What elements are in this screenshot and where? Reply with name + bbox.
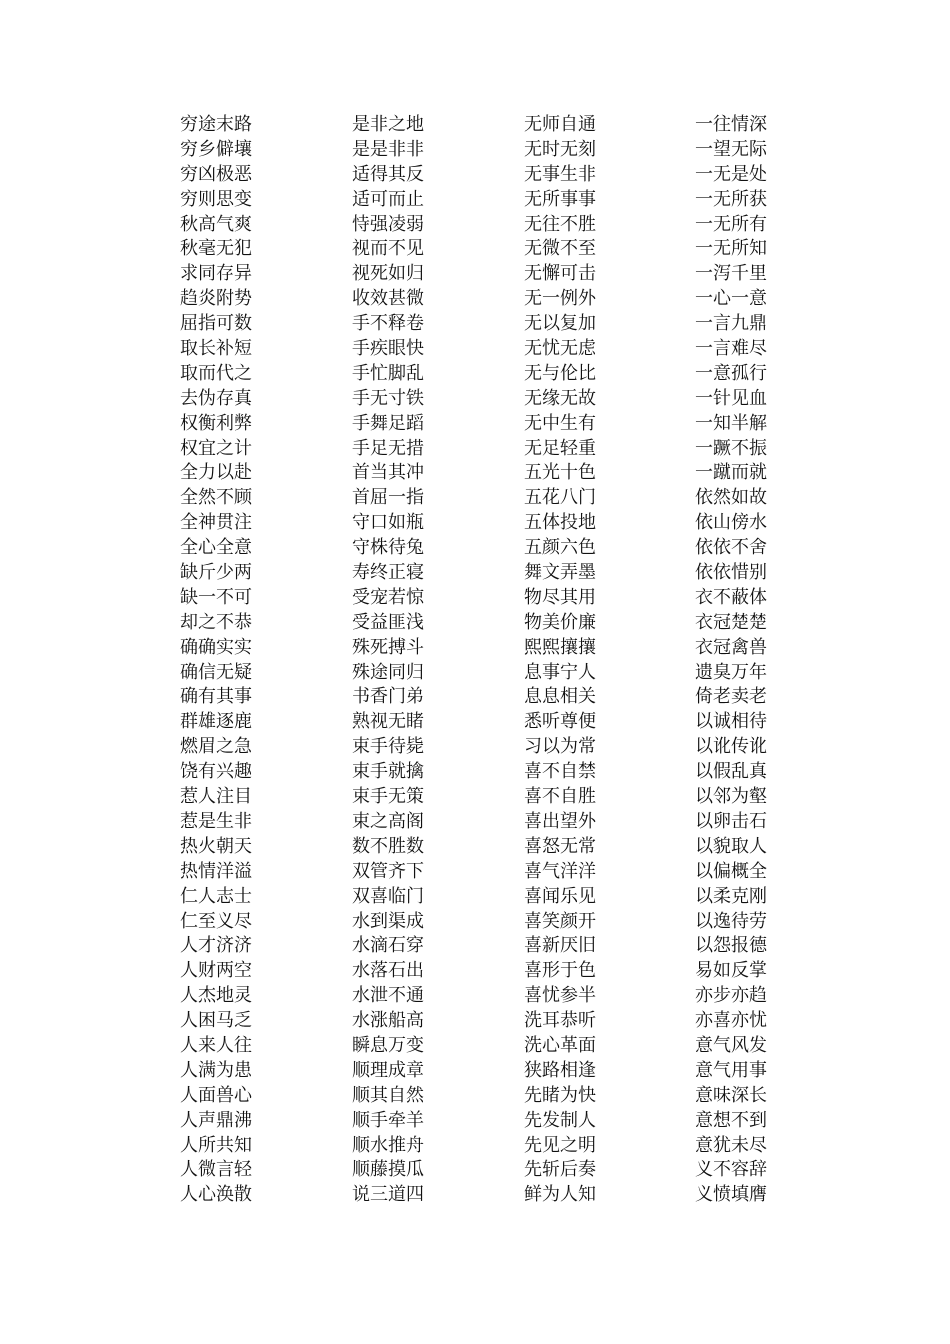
idiom-entry: 熙熙攘攘 <box>524 636 596 658</box>
idiom-entry: 意想不到 <box>695 1109 767 1131</box>
idiom-entry: 人面兽心 <box>180 1084 252 1106</box>
idiom-entry: 适可而止 <box>352 188 424 210</box>
idiom-entry: 倚老卖老 <box>695 686 767 708</box>
idiom-entry: 以假乱真 <box>695 761 767 783</box>
idiom-entry: 一望无际 <box>695 138 767 160</box>
idiom-entry: 收效甚微 <box>352 288 424 310</box>
idiom-entry: 适得其反 <box>352 163 424 185</box>
idiom-entry: 一往情深 <box>695 114 767 135</box>
idiom-entry: 守口如瓶 <box>352 512 424 534</box>
idiom-entry: 先睹为快 <box>524 1084 596 1106</box>
idiom-entry: 无以复加 <box>524 313 596 335</box>
idiom-entry: 权宜之计 <box>180 437 252 459</box>
idiom-entry: 无懈可击 <box>524 263 596 285</box>
idiom-entry: 息息相关 <box>524 686 596 708</box>
idiom-entry: 洗耳恭听 <box>524 1010 596 1032</box>
idiom-entry: 喜笑颜开 <box>524 910 596 932</box>
idiom-entry: 依山傍水 <box>695 512 767 534</box>
idiom-entry: 趋炎附势 <box>180 288 252 310</box>
idiom-entry: 衣冠楚楚 <box>695 611 767 633</box>
idiom-entry: 顺手牵羊 <box>352 1109 424 1131</box>
idiom-entry: 喜出望外 <box>524 810 596 832</box>
idiom-entry: 狭路相逢 <box>524 1059 596 1081</box>
idiom-entry: 数不胜数 <box>352 835 424 857</box>
idiom-entry: 喜闻乐见 <box>524 885 596 907</box>
idiom-entry: 顺水推舟 <box>352 1134 424 1156</box>
idiom-entry: 亦步亦趋 <box>695 985 767 1007</box>
idiom-entry: 受益匪浅 <box>352 611 424 633</box>
idiom-entry: 束之高阁 <box>352 810 424 832</box>
idiom-entry: 水到渠成 <box>352 910 424 932</box>
idiom-entry: 一泻千里 <box>695 263 767 285</box>
idiom-entry: 先斩后奏 <box>524 1159 596 1181</box>
idiom-entry: 一心一意 <box>695 288 767 310</box>
idiom-entry: 是非之地 <box>352 114 424 135</box>
idiom-entry: 衣不蔽体 <box>695 586 767 608</box>
idiom-entry: 守株待兔 <box>352 537 424 559</box>
idiom-entry: 首当其冲 <box>352 462 424 484</box>
idiom-entry: 穷乡僻壤 <box>180 138 252 160</box>
idiom-entry: 依依惜别 <box>695 562 767 584</box>
idiom-entry: 确信无疑 <box>180 661 252 683</box>
idiom-entry: 缺斤少两 <box>180 562 252 584</box>
idiom-entry: 一无所获 <box>695 188 767 210</box>
idiom-entry: 人满为患 <box>180 1059 252 1081</box>
idiom-entry: 无与伦比 <box>524 362 596 384</box>
idiom-entry: 人来人往 <box>180 1034 252 1056</box>
idiom-entry: 以卵击石 <box>695 810 767 832</box>
idiom-entry: 热情洋溢 <box>180 860 252 882</box>
idiom-entry: 习以为常 <box>524 736 596 758</box>
idiom-entry: 人杰地灵 <box>180 985 252 1007</box>
idiom-entry: 确确实实 <box>180 636 252 658</box>
idiom-entry: 舞文弄墨 <box>524 562 596 584</box>
idiom-entry: 束手待毙 <box>352 736 424 758</box>
idiom-entry: 手疾眼快 <box>352 338 424 360</box>
idiom-entry: 仁至义尽 <box>180 910 252 932</box>
idiom-entry: 缺一不可 <box>180 586 252 608</box>
idiom-entry: 无往不胜 <box>524 213 596 235</box>
idiom-entry: 悉听尊便 <box>524 711 596 733</box>
idiom-entry: 无一例外 <box>524 288 596 310</box>
idiom-entry: 义愤填膺 <box>695 1184 767 1206</box>
idiom-entry: 恃强凌弱 <box>352 213 424 235</box>
idiom-entry: 以诚相待 <box>695 711 767 733</box>
idiom-entry: 权衡利弊 <box>180 412 252 434</box>
idiom-entry: 无足轻重 <box>524 437 596 459</box>
idiom-entry: 人才济济 <box>180 935 252 957</box>
idiom-entry: 喜不自禁 <box>524 761 596 783</box>
idiom-entry: 以偏概全 <box>695 860 767 882</box>
idiom-entry: 意气风发 <box>695 1034 767 1056</box>
idiom-entry: 意味深长 <box>695 1084 767 1106</box>
idiom-entry: 殊途同归 <box>352 661 424 683</box>
idiom-entry: 五光十色 <box>524 462 596 484</box>
idiom-entry: 惹人注目 <box>180 786 252 808</box>
idiom-entry: 饶有兴趣 <box>180 761 252 783</box>
idiom-entry: 手舞足蹈 <box>352 412 424 434</box>
idiom-entry: 鲜为人知 <box>524 1184 596 1206</box>
idiom-entry: 顺理成章 <box>352 1059 424 1081</box>
idiom-entry: 寿终正寝 <box>352 562 424 584</box>
idiom-entry: 一针见血 <box>695 387 767 409</box>
idiom-entry: 以貌取人 <box>695 835 767 857</box>
idiom-entry: 视而不见 <box>352 238 424 260</box>
idiom-entry: 顺藤摸瓜 <box>352 1159 424 1181</box>
idiom-entry: 以柔克刚 <box>695 885 767 907</box>
idiom-entry: 说三道四 <box>352 1184 424 1206</box>
idiom-entry: 熟视无睹 <box>352 711 424 733</box>
idiom-entry: 秋高气爽 <box>180 213 252 235</box>
idiom-entry: 手无寸铁 <box>352 387 424 409</box>
idiom-entry: 无缘无故 <box>524 387 596 409</box>
idiom-entry: 穷途末路 <box>180 114 252 135</box>
idiom-entry: 水涨船高 <box>352 1010 424 1032</box>
idiom-entry: 去伪存真 <box>180 387 252 409</box>
idiom-entry: 全然不顾 <box>180 487 252 509</box>
idiom-entry: 取而代之 <box>180 362 252 384</box>
idiom-entry: 人财两空 <box>180 960 252 982</box>
idiom-column-3 <box>524 113 664 1208</box>
idiom-entry: 手忙脚乱 <box>352 362 424 384</box>
idiom-entry: 受宠若惊 <box>352 586 424 608</box>
idiom-entry: 穷凶极恶 <box>180 163 252 185</box>
idiom-entry: 意犹未尽 <box>695 1134 767 1156</box>
idiom-entry: 水滴石穿 <box>352 935 424 957</box>
idiom-entry: 却之不恭 <box>180 611 252 633</box>
idiom-entry: 喜气洋洋 <box>524 860 596 882</box>
idiom-entry: 惹是生非 <box>180 810 252 832</box>
idiom-entry: 热火朝天 <box>180 835 252 857</box>
idiom-entry: 先发制人 <box>524 1109 596 1131</box>
idiom-entry: 意气用事 <box>695 1059 767 1081</box>
idiom-entry: 全神贯注 <box>180 512 252 534</box>
idiom-entry: 无忧无虑 <box>524 338 596 360</box>
idiom-entry: 洗心革面 <box>524 1034 596 1056</box>
idiom-entry: 人心涣散 <box>180 1184 252 1206</box>
idiom-entry: 秋毫无犯 <box>180 238 252 260</box>
idiom-entry: 是是非非 <box>352 138 424 160</box>
idiom-entry: 易如反掌 <box>695 960 767 982</box>
idiom-entry: 水落石出 <box>352 960 424 982</box>
idiom-entry: 双管齐下 <box>352 860 424 882</box>
idiom-entry: 以逸待劳 <box>695 910 767 932</box>
idiom-entry: 息事宁人 <box>524 661 596 683</box>
idiom-entry: 五颜六色 <box>524 537 596 559</box>
idiom-entry: 义不容辞 <box>695 1159 767 1181</box>
idiom-entry: 一蹶不振 <box>695 437 767 459</box>
idiom-entry: 一无所知 <box>695 238 767 260</box>
idiom-entry: 先见之明 <box>524 1134 596 1156</box>
idiom-entry: 首屈一指 <box>352 487 424 509</box>
idiom-entry: 屈指可数 <box>180 313 252 335</box>
idiom-entry: 书香门弟 <box>352 686 424 708</box>
idiom-entry: 人所共知 <box>180 1134 252 1156</box>
idiom-entry: 穷则思变 <box>180 188 252 210</box>
idiom-entry: 物美价廉 <box>524 611 596 633</box>
idiom-entry: 确有其事 <box>180 686 252 708</box>
idiom-entry: 求同存异 <box>180 263 252 285</box>
idiom-entry: 喜怒无常 <box>524 835 596 857</box>
idiom-entry: 人声鼎沸 <box>180 1109 252 1131</box>
idiom-entry: 燃眉之急 <box>180 736 252 758</box>
idiom-entry: 以邻为壑 <box>695 786 767 808</box>
idiom-column-4 <box>695 113 835 1208</box>
idiom-entry: 手不释卷 <box>352 313 424 335</box>
idiom-entry: 依然如故 <box>695 487 767 509</box>
idiom-entry: 一言难尽 <box>695 338 767 360</box>
idiom-entry: 五体投地 <box>524 512 596 534</box>
idiom-entry: 人困马乏 <box>180 1010 252 1032</box>
idiom-entry: 顺其自然 <box>352 1084 424 1106</box>
idiom-entry: 取长补短 <box>180 338 252 360</box>
idiom-entry: 人微言轻 <box>180 1159 252 1181</box>
idiom-entry: 喜忧参半 <box>524 985 596 1007</box>
idiom-entry: 五花八门 <box>524 487 596 509</box>
idiom-entry: 喜形于色 <box>524 960 596 982</box>
idiom-entry: 一言九鼎 <box>695 313 767 335</box>
idiom-entry: 瞬息万变 <box>352 1034 424 1056</box>
idiom-column-2 <box>352 113 492 1208</box>
idiom-entry: 全力以赴 <box>180 462 252 484</box>
idiom-entry: 一蹴而就 <box>695 462 767 484</box>
idiom-entry: 水泄不通 <box>352 985 424 1007</box>
idiom-entry: 一知半解 <box>695 412 767 434</box>
idiom-entry: 以讹传讹 <box>695 736 767 758</box>
idiom-entry: 以怨报德 <box>695 935 767 957</box>
idiom-entry: 束手无策 <box>352 786 424 808</box>
idiom-entry: 群雄逐鹿 <box>180 711 252 733</box>
idiom-entry: 全心全意 <box>180 537 252 559</box>
idiom-entry: 双喜临门 <box>352 885 424 907</box>
idiom-entry: 一无所有 <box>695 213 767 235</box>
idiom-entry: 无师自通 <box>524 114 596 135</box>
idiom-entry: 无微不至 <box>524 238 596 260</box>
idiom-entry: 殊死搏斗 <box>352 636 424 658</box>
idiom-entry: 手足无措 <box>352 437 424 459</box>
idiom-entry: 物尽其用 <box>524 586 596 608</box>
idiom-entry: 无时无刻 <box>524 138 596 160</box>
idiom-entry: 遗臭万年 <box>695 661 767 683</box>
idiom-entry: 亦喜亦忧 <box>695 1010 767 1032</box>
idiom-entry: 无事生非 <box>524 163 596 185</box>
idiom-entry: 无中生有 <box>524 412 596 434</box>
idiom-entry: 一意孤行 <box>695 362 767 384</box>
idiom-entry: 喜不自胜 <box>524 786 596 808</box>
idiom-column-1 <box>180 113 320 1208</box>
idiom-entry: 喜新厌旧 <box>524 935 596 957</box>
idiom-entry: 无所事事 <box>524 188 596 210</box>
idiom-entry: 视死如归 <box>352 263 424 285</box>
idiom-entry: 依依不舍 <box>695 537 767 559</box>
idiom-entry: 仁人志士 <box>180 885 252 907</box>
idiom-entry: 束手就擒 <box>352 761 424 783</box>
idiom-entry: 衣冠禽兽 <box>695 636 767 658</box>
idiom-entry: 一无是处 <box>695 163 767 185</box>
